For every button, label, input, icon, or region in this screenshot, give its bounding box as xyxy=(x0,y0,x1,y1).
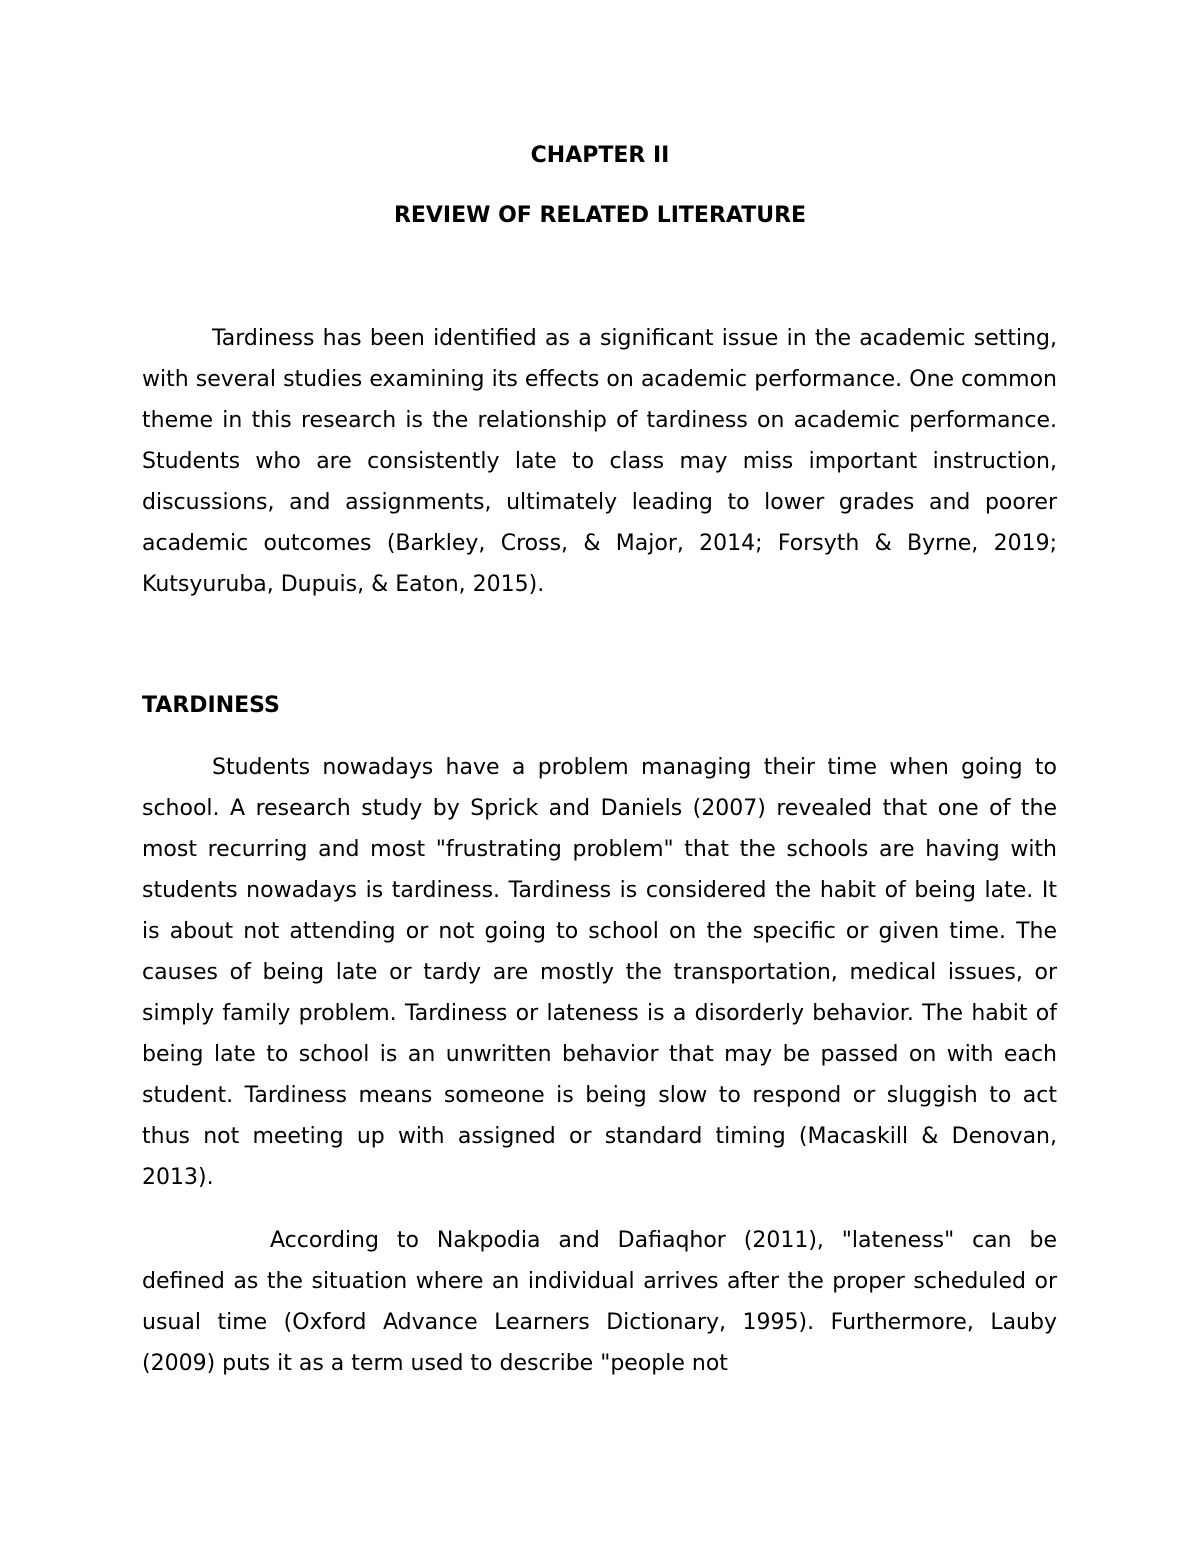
chapter-title: CHAPTER II xyxy=(530,143,670,168)
section-title: REVIEW OF RELATED LITERATURE xyxy=(393,203,807,228)
intro-paragraph: Tardiness has been identified as a significant issue in the academic setting, with several studies examining its effects on academic performance. One common theme in this research is the relationship of tardiness on academic performance. Students who are consistently late to class may miss important instruction, discussions, and assignments, ultimately leading to lower grades and poorer academic outcomes (Barkley, Cross, & Major, 2014; Forsyth & Byrne, 2019; Kutsyuruba, Dupuis, & Eaton, 2015). xyxy=(142,326,1057,597)
tardiness-paragraph-2: According to Nakpodia and Dafiaqhor (2011), "lateness" can be defined as the situation where an individual arrives after the proper scheduled or usual time (Oxford Advance Learners Dictionary, 1995). Furthermore, Lauby (2009) puts it as a term used to describe "people not xyxy=(142,1228,1057,1376)
subheading-tardiness: TARDINESS xyxy=(142,693,280,718)
tardiness-paragraph-1: Students nowadays have a problem managing their time when going to school. A research study by Sprick and Daniels (2007) revealed that one of the most recurring and most "frustrating problem" that the schools are having with students nowadays is tardiness. Tardiness is considered the habit of being late. It is about not attending or not going to school on the specific or given time. The causes of being late or tardy are mostly the transportation, medical issues, or simply family problem. Tardiness or lateness is a disorderly behavior. The habit of being late to school is an unwritten behavior that may be passed on with each student. Tardiness means someone is being slow to respond or sluggish to act thus not meeting up with assigned or standard timing (Macaskill & Denovan, 2013). xyxy=(142,755,1057,1190)
